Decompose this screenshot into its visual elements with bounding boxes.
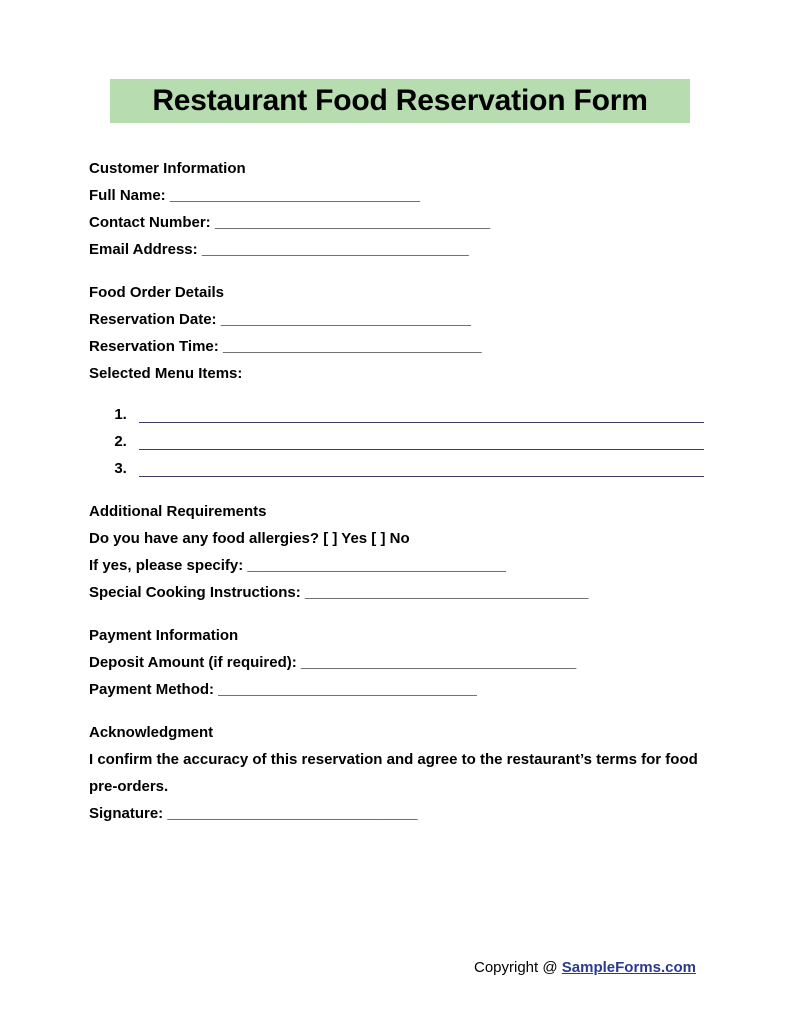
acknowledgment-text: I confirm the accuracy of this reservation and agree to the restaurant’s terms for food pre-orders. xyxy=(89,751,698,795)
section-heading-customer-information: Customer Information xyxy=(89,160,246,177)
section-heading-payment-information: Payment Information xyxy=(89,627,239,644)
write-in-rule[interactable] xyxy=(139,435,704,450)
write-in-rule[interactable] xyxy=(139,408,704,423)
footer xyxy=(474,959,696,976)
field-contact-number[interactable]: Contact Number: _________________________________ xyxy=(89,214,491,231)
section-heading-acknowledgment: Acknowledgment xyxy=(89,724,214,741)
list-item[interactable] xyxy=(131,428,714,455)
field-food-allergies-question[interactable]: Do you have any food allergies? [ ] Yes [ ] No xyxy=(89,530,410,547)
spacer xyxy=(89,703,714,719)
list-item[interactable] xyxy=(131,455,714,482)
field-special-cooking-instructions[interactable]: Special Cooking Instructions: __________________________________ xyxy=(89,584,589,601)
spacer xyxy=(89,482,714,498)
field-allergy-specify[interactable]: If yes, please specify: _______________________________ xyxy=(89,557,507,574)
field-signature[interactable]: Signature: ______________________________ xyxy=(89,805,418,822)
field-payment-method[interactable]: Payment Method: _______________________________ xyxy=(89,681,477,698)
form-body xyxy=(89,155,714,827)
section-heading-additional-requirements: Additional Requirements xyxy=(89,503,267,520)
field-selected-menu-items-label: Selected Menu Items: xyxy=(89,365,243,382)
write-in-rule[interactable] xyxy=(139,462,704,477)
field-email-address[interactable]: Email Address: ________________________________ xyxy=(89,241,469,258)
field-deposit-amount[interactable]: Deposit Amount (if required): _________________________________ xyxy=(89,654,577,671)
footer-copyright-text: Copyright @ xyxy=(474,959,562,976)
footer-link-sampleforms[interactable]: SampleForms.com xyxy=(561,959,696,976)
menu-items-list xyxy=(89,401,714,482)
section-heading-food-order-details: Food Order Details xyxy=(89,284,225,301)
field-reservation-time[interactable]: Reservation Time: _______________________________ xyxy=(89,338,482,355)
spacer xyxy=(89,263,714,279)
field-full-name[interactable]: Full Name: ______________________________ xyxy=(89,187,421,204)
spacer xyxy=(89,606,714,622)
list-item[interactable] xyxy=(131,401,714,428)
page-title: Restaurant Food Reservation Form xyxy=(110,79,690,123)
field-reservation-date[interactable]: Reservation Date: ______________________________ xyxy=(89,311,471,328)
